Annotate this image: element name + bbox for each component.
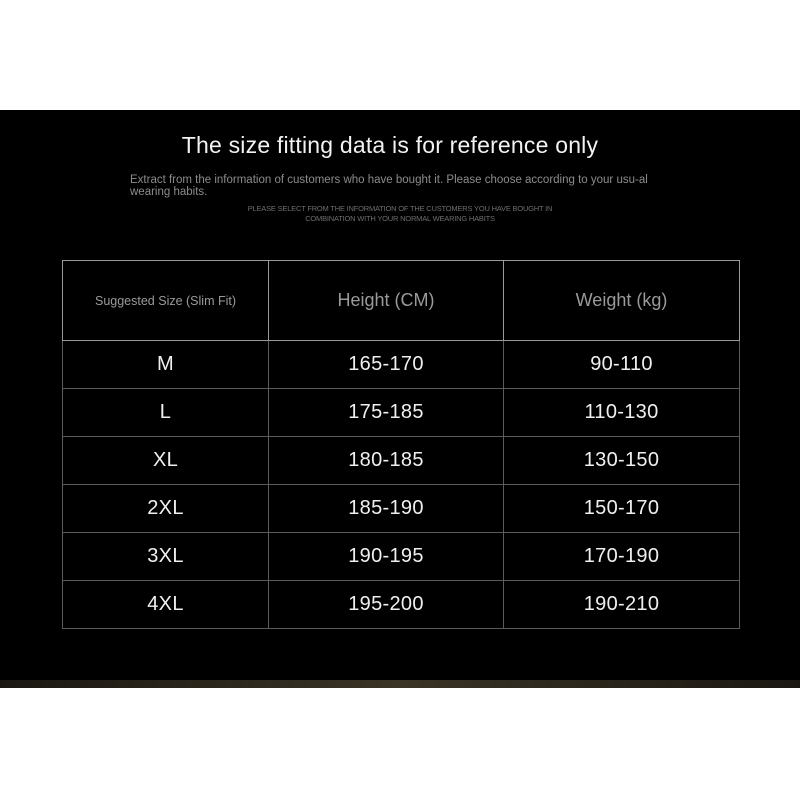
caps-note: [0, 204, 800, 224]
weight-cell: 130-150: [504, 437, 740, 485]
weight-cell: 150-170: [504, 485, 740, 533]
table-row: [63, 341, 740, 389]
height-cell: 175-185: [269, 389, 504, 437]
caps-note-line-1: PLEASE SELECT FROM THE INFORMATION OF THE CUSTOMERS YOU HAVE BOUGHT IN: [247, 204, 553, 213]
table-header-row: [63, 261, 740, 341]
header-weight: Weight (kg): [504, 261, 740, 341]
bottom-strip: [0, 680, 800, 688]
size-cell: L: [63, 389, 269, 437]
height-cell: 165-170: [269, 341, 504, 389]
table-row: [63, 485, 740, 533]
weight-cell: 110-130: [504, 389, 740, 437]
subtitle: Extract from the information of customers who have bought it. Please choose according to your usu-al wearing habits.: [130, 174, 648, 198]
size-cell: 2XL: [63, 485, 269, 533]
table-row: [63, 581, 740, 629]
caps-note-line-2: COMBINATION WITH YOUR NORMAL WEARING HABITS: [305, 214, 495, 223]
header-height: Height (CM): [269, 261, 504, 341]
height-cell: 190-195: [269, 533, 504, 581]
size-chart-panel: [0, 110, 800, 688]
page-title: The size fitting data is for reference only: [181, 132, 599, 158]
table-row: [63, 389, 740, 437]
size-cell: XL: [63, 437, 269, 485]
size-table: [62, 260, 740, 629]
weight-cell: 190-210: [504, 581, 740, 629]
table-row: [63, 437, 740, 485]
height-cell: 180-185: [269, 437, 504, 485]
size-cell: 3XL: [63, 533, 269, 581]
weight-cell: 170-190: [504, 533, 740, 581]
weight-cell: 90-110: [504, 341, 740, 389]
table-row: [63, 533, 740, 581]
size-cell: 4XL: [63, 581, 269, 629]
height-cell: 195-200: [269, 581, 504, 629]
height-cell: 185-190: [269, 485, 504, 533]
size-cell: M: [63, 341, 269, 389]
header-suggested-size: Suggested Size (Slim Fit): [63, 261, 269, 341]
